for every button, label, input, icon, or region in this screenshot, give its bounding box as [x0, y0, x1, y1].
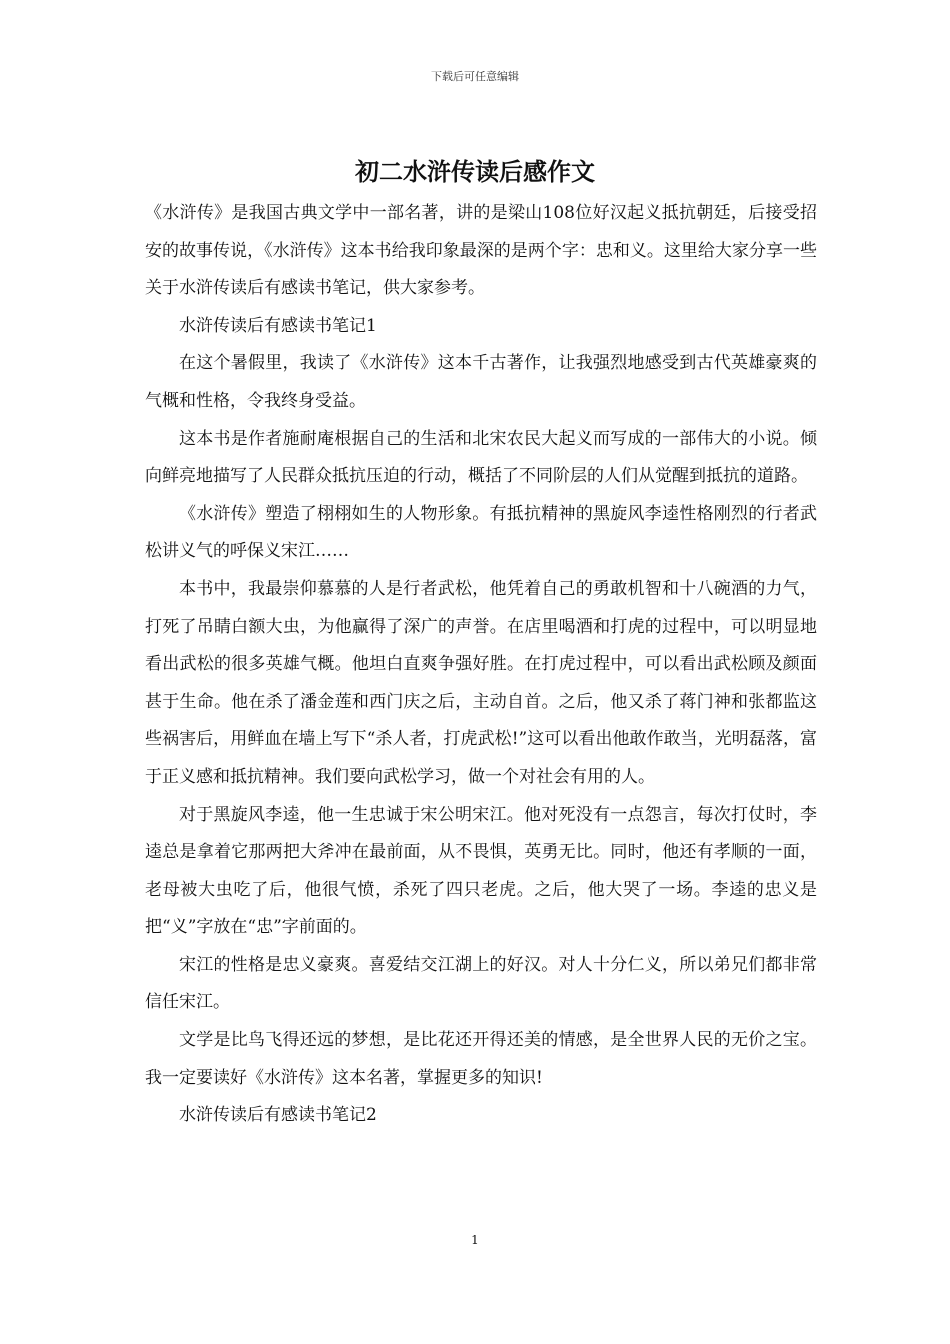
body-paragraph: 宋江的性格是忠义豪爽。喜爱结交江湖上的好汉。对人十分仁义，所以弟兄们都非常信任宋江。: [145, 954, 817, 1013]
header-note: 下载后可任意编辑: [431, 70, 519, 83]
body-paragraph: 本书中，我最崇仰慕慕的人是行者武松，他凭着自己的勇敢机智和十八碗酒的力气，打死了吊睛白额大虫，为他赢得了深广的声誉。在店里喝酒和打虎的过程中，可以明显地看出武松的很多英雄气概。他坦白直爽争强好胜。在打虎过程中，可以看出武松顾及颜面甚于生命。他在杀了潘金莲和西门庆之后，主动自首。之后，他又杀了蒋门神和张都监这些祸害后，用鲜血在墙上写下“杀人者，打虎武松!”这可以看出他敢作敢当，光明磊落，富于正义感和抵抗精神。我们要向武松学习，做一个对社会有用的人。: [145, 578, 817, 787]
intro-paragraph: 《水浒传》是我国古典文学中一部名著，讲的是梁山108位好汉起义抵抗朝廷，后接受招安的故事传说，《水浒传》这本书给我印象最深的是两个字：忠和义。这里给大家分享一些关于水浒传读后有感读书笔记，供大家参考。: [145, 203, 817, 299]
section-heading-2: 水浒传读后有感读书笔记2: [179, 1105, 377, 1126]
body-paragraph: 这本书是作者施耐庵根据自己的生活和北宋农民大起义而写成的一部伟大的小说。倾向鲜亮地描写了人民群众抵抗压迫的行动，概括了不同阶层的人们从觉醒到抵抗的道路。: [145, 428, 817, 487]
body-paragraph: 《水浒传》塑造了栩栩如生的人物形象。有抵抗精神的黑旋风李逵性格刚烈的行者武松讲义气的呼保义宋江……: [145, 503, 817, 562]
body-paragraph: 在这个暑假里，我读了《水浒传》这本千古著作，让我强烈地感受到古代英雄豪爽的气概和性格，令我终身受益。: [145, 353, 817, 411]
section-heading-1: 水浒传读后有感读书笔记1: [179, 315, 377, 336]
body-paragraph: 对于黑旋风李逵，他一生忠诚于宋公明宋江。他对死没有一点怨言，每次打仗时，李逵总是拿着它那两把大斧冲在最前面，从不畏惧，英勇无比。同时，他还有孝顺的一面，老母被大虫吃了后，他很气愤，杀死了四只老虎。之后，他大哭了一场。李逵的忠义是把“义”字放在“忠”字前面的。: [145, 804, 817, 938]
page-number: 1: [471, 1233, 479, 1247]
page-title: 初二水浒传读后感作文: [355, 157, 595, 186]
document-body: [145, 195, 817, 1135]
body-paragraph: 文学是比鸟飞得还远的梦想，是比花还开得还美的情感，是全世界人民的无价之宝。我一定要读好《水浒传》这本名著，掌握更多的知识!: [145, 1030, 817, 1088]
